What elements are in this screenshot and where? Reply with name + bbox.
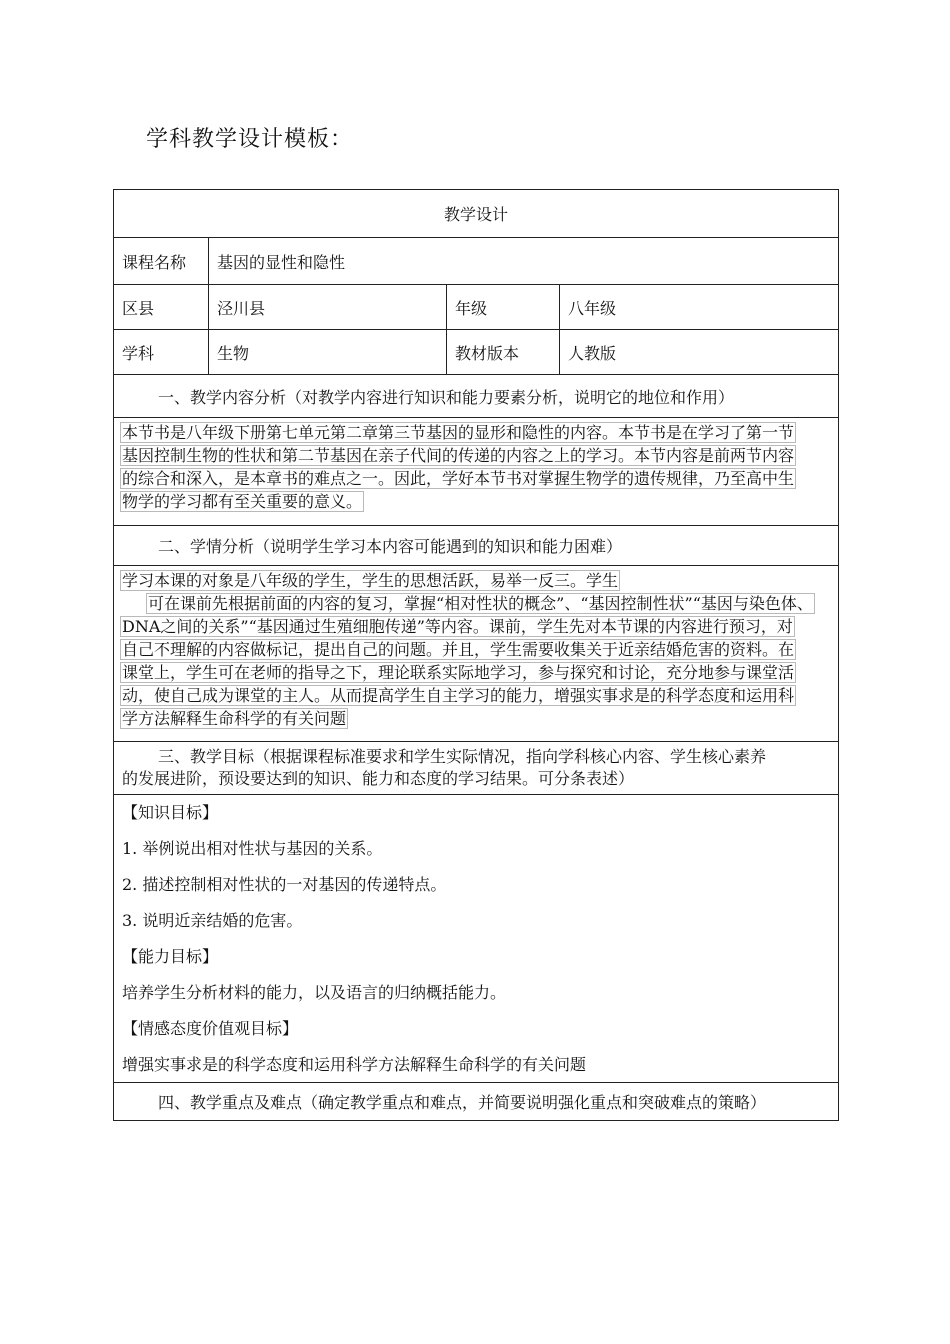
- knowledge-item: 1. 举例说出相对性状与基因的关系。: [122, 839, 383, 858]
- section1-heading: 一、教学内容分析（对教学内容进行知识和能力要素分析，说明它的地位和作用）: [114, 375, 839, 418]
- section3-objectives: [114, 795, 839, 1083]
- subject-label: 学科: [114, 330, 209, 375]
- emotion-title: 【情感态度价值观目标】: [122, 1019, 299, 1038]
- section2-line: 动，使自己成为课堂的主人。从而提高学生自主学习的能力，增强实事求是的科学态度和运用科: [122, 686, 795, 705]
- textbook-label: 教材版本: [447, 330, 560, 375]
- section3-heading: [114, 742, 839, 795]
- section2-line: 自己不理解的内容做标记，提出自己的问题。并且，学生需要收集关于近亲结婚危害的资料。在: [122, 640, 795, 659]
- textbook-value: 人教版: [560, 330, 839, 375]
- ability-text: 培养学生分析材料的能力，以及语言的归纳概括能力。: [122, 983, 507, 1002]
- section2-line: 学方法解释生命科学的有关问题: [122, 709, 347, 728]
- section2-heading: 二、学情分析（说明学生学习本内容可能遇到的知识和能力困难）: [114, 526, 839, 566]
- section1-line: 本节书是八年级下册第七单元第二章第三节基因的显形和隐性的内容。本节书是在学习了第一节: [122, 423, 795, 442]
- section3-heading-line2: 的发展进阶，预设要达到的知识、能力和态度的学习结果。可分条表述）: [122, 769, 635, 788]
- page-title: 学科教学设计模板：: [146, 127, 354, 152]
- design-table: [113, 189, 839, 1121]
- section1-line: 基因控制生物的性状和第二节基因在亲子代间的传递的内容之上的学习。本节内容是前两节内容: [122, 446, 795, 465]
- grade-value: 八年级: [560, 285, 839, 330]
- section1-content: [114, 418, 839, 526]
- section2-line: DNA之间的关系”“基因通过生殖细胞传递”等内容。课前，学生先对本节课的内容进行预习，对: [122, 617, 793, 636]
- table-title: 教学设计: [114, 190, 839, 238]
- section2-line: 学习本课的对象是八年级的学生，学生的思想活跃，易举一反三。学生: [122, 571, 619, 590]
- section1-line: 物学的学习都有至关重要的意义。: [122, 492, 363, 511]
- knowledge-title: 【知识目标】: [122, 803, 219, 822]
- section1-line: 的综合和深入，是本章书的难点之一。因此，学好本节书对掌握生物学的遗传规律，乃至高中生: [122, 469, 795, 488]
- subject-value: 生物: [209, 330, 447, 375]
- course-label: 课程名称: [114, 238, 209, 285]
- knowledge-item: 2. 描述控制相对性状的一对基因的传递特点。: [122, 875, 447, 894]
- section2-line: 课堂上，学生可在老师的指导之下，理论联系实际地学习，参与探究和讨论，充分地参与课堂活: [122, 663, 795, 682]
- grade-label: 年级: [447, 285, 560, 330]
- section3-heading-line1: 三、教学目标（根据课程标准要求和学生实际情况，指向学科核心内容、学生核心素养: [158, 747, 767, 766]
- district-value: 泾川县: [209, 285, 447, 330]
- course-value: 基因的显性和隐性: [209, 238, 839, 285]
- ability-title: 【能力目标】: [122, 947, 219, 966]
- emotion-text: 增强实事求是的科学态度和运用科学方法解释生命科学的有关问题: [122, 1055, 587, 1074]
- knowledge-item: 3. 说明近亲结婚的危害。: [122, 911, 303, 930]
- district-label: 区县: [114, 285, 209, 330]
- section2-content: [114, 566, 839, 742]
- section4-heading: 四、教学重点及难点（确定教学重点和难点，并简要说明强化重点和突破难点的策略）: [114, 1083, 839, 1121]
- section2-line: 可在课前先根据前面的内容的复习，掌握“相对性状的概念”、“基因控制性状”“基因与染色体、: [148, 594, 813, 613]
